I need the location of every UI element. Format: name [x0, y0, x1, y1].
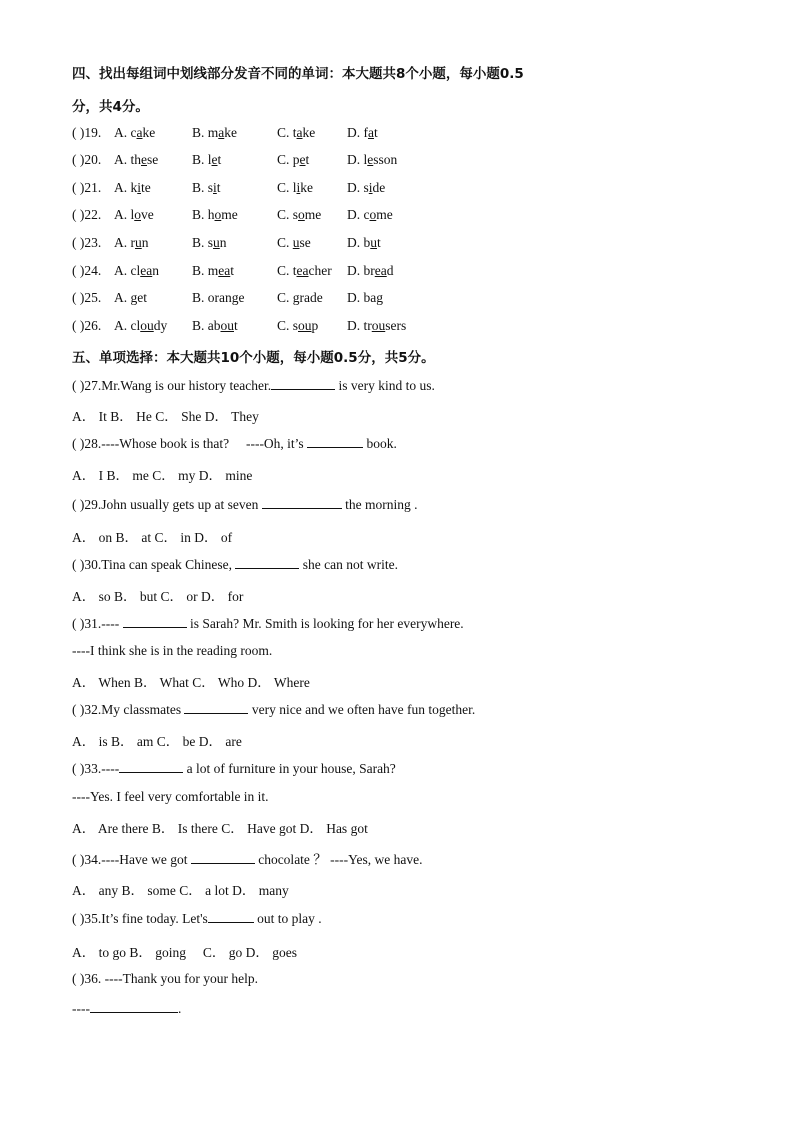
- question-number: ( )25.: [72, 290, 102, 305]
- question-line: ( )29.John usually gets up at seven the morning .: [72, 497, 418, 512]
- question-line: ( )36. ----Thank you for your help.: [72, 971, 258, 986]
- section4-title-line2: 分，共4分。: [72, 99, 149, 115]
- question-number: ( )19.: [72, 125, 102, 140]
- option: A. run: [114, 235, 149, 250]
- underlined-letters: u: [370, 235, 377, 250]
- option: B. about: [192, 318, 238, 333]
- answer-options: A． I B． me C． my D． mine: [72, 468, 253, 483]
- option: B. let: [192, 152, 222, 167]
- question-line: ----I think she is in the reading room.: [72, 643, 273, 658]
- option: D. come: [347, 207, 393, 222]
- question-line: ( )34.----Have we got chocolate ？ ----Yes, we have.: [72, 852, 423, 867]
- answer-options: A． It B． He C． She D． They: [72, 409, 259, 424]
- option: C. take: [277, 125, 316, 140]
- underlined-letters: o: [298, 207, 305, 222]
- underlined-letters: a: [368, 125, 374, 140]
- option: C. grade: [277, 290, 323, 305]
- option: C. some: [277, 207, 322, 222]
- option: C. teacher: [277, 263, 332, 278]
- underlined-letters: o: [214, 207, 222, 222]
- question-line: ( )31.---- is Sarah? Mr. Smith is looking for her everywhere.: [72, 616, 464, 631]
- answer-blank[interactable]: [262, 496, 342, 509]
- underlined-letters: o: [134, 207, 141, 222]
- option: A. kite: [114, 180, 151, 195]
- question-number: ( )24.: [72, 263, 102, 278]
- underlined-letters: e: [367, 152, 374, 167]
- underlined-letters: i: [137, 180, 142, 195]
- answer-blank[interactable]: [191, 851, 255, 864]
- option: B. home: [192, 207, 238, 222]
- answer-blank[interactable]: [235, 556, 299, 569]
- question-line: ( )33.---- a lot of furniture in your house, Sarah?: [72, 761, 396, 776]
- question-number: ( )20.: [72, 152, 102, 167]
- question-line: ----Yes. I feel very comfortable in it.: [72, 789, 269, 804]
- option: A. these: [114, 152, 159, 167]
- question-number: ( )22.: [72, 207, 102, 222]
- underlined-letters: ou: [371, 318, 386, 333]
- underlined-letters: ou: [298, 318, 312, 333]
- underlined-letters: a: [136, 125, 143, 140]
- option: D. lesson: [347, 152, 398, 167]
- answer-blank[interactable]: [123, 615, 187, 628]
- answer-options: A． to go B． going C． go D． goes: [72, 945, 298, 960]
- question-line: ( )35.It’s fine today. Let's out to play .: [72, 911, 322, 926]
- underlined-letters: ea: [296, 263, 309, 278]
- answer-blank[interactable]: [90, 1000, 178, 1013]
- question-line: ( )30.Tina can speak Chinese, she can not write.: [72, 557, 398, 572]
- underlined-letters: ea: [218, 263, 231, 278]
- section5-title: 五、单项选择：本大题共10个小题，每小题0.5分，共5分。: [72, 350, 435, 366]
- underlined-letters: e: [299, 152, 306, 167]
- option: C. soup: [277, 318, 319, 333]
- answer-options: A． Are there B． Is there C． Have got D． Has got: [72, 821, 368, 836]
- option: D. fat: [347, 125, 378, 140]
- option: A. clean: [114, 263, 159, 278]
- underlined-letters: g: [292, 290, 300, 305]
- underlined-letters: ou: [220, 318, 234, 333]
- option: C. use: [277, 235, 311, 250]
- answer-blank[interactable]: [184, 701, 248, 714]
- underlined-letters: a: [296, 125, 303, 140]
- question-number: ( )21.: [72, 180, 102, 195]
- option: D. side: [347, 180, 386, 195]
- option: B. orange: [192, 290, 245, 305]
- underlined-letters: ea: [140, 263, 153, 278]
- option: B. sit: [192, 180, 221, 195]
- question-line: ( )28.----Whose book is that? ----Oh, it’s book.: [72, 436, 397, 451]
- question-number: ( )26.: [72, 318, 102, 333]
- underlined-letters: o: [369, 207, 377, 222]
- underlined-letters: u: [213, 235, 220, 250]
- answer-blank[interactable]: [307, 435, 363, 448]
- option: D. trousers: [347, 318, 407, 333]
- underlined-letters: i: [213, 180, 217, 195]
- question-line: ( )27.Mr.Wang is our history teacher. is very kind to us.: [72, 378, 435, 393]
- underlined-letters: u: [292, 235, 300, 250]
- option: B. make: [192, 125, 238, 140]
- option: A. love: [114, 207, 154, 222]
- option: B. meat: [192, 263, 235, 278]
- underlined-letters: g: [376, 290, 383, 305]
- answer-blank[interactable]: [119, 760, 183, 773]
- answer-options: A． any B． some C． a lot D． many: [72, 883, 289, 898]
- underlined-letters: g: [130, 290, 138, 305]
- option: C. pet: [277, 152, 310, 167]
- underlined-letters: ea: [374, 263, 387, 278]
- option: D. bag: [347, 290, 383, 305]
- underlined-letters: i: [296, 180, 301, 195]
- section4-title-line1: 四、找出每组词中划线部分发音不同的单词：本大题共8个小题，每小题0.5: [72, 66, 524, 82]
- underlined-letters: a: [218, 125, 225, 140]
- answer-blank[interactable]: [271, 377, 335, 390]
- underlined-letters: u: [135, 235, 142, 250]
- underlined-letters: ou: [140, 318, 154, 333]
- answer-options: A． When B． What C． Who D． Where: [72, 675, 310, 690]
- option: C. like: [277, 180, 314, 195]
- answer-blank[interactable]: [208, 910, 254, 923]
- question-line: ( )32.My classmates very nice and we often have fun together.: [72, 702, 476, 717]
- question-number: ( )23.: [72, 235, 102, 250]
- option: D. but: [347, 235, 381, 250]
- question-line: ---- .: [72, 1001, 182, 1016]
- underlined-letters: g: [231, 290, 239, 305]
- underlined-letters: i: [368, 180, 373, 195]
- underlined-letters: e: [211, 152, 218, 167]
- answer-options: A． is B． am C． be D． are: [72, 734, 242, 749]
- option: A. get: [114, 290, 147, 305]
- option: B. sun: [192, 235, 227, 250]
- answer-options: A． on B． at C． in D． of: [72, 530, 233, 545]
- option: A. cloudy: [114, 318, 168, 333]
- answer-options: A． so B． but C． or D． for: [72, 589, 244, 604]
- option: D. bread: [347, 263, 394, 278]
- underlined-letters: e: [141, 152, 147, 167]
- option: A. cake: [114, 125, 156, 140]
